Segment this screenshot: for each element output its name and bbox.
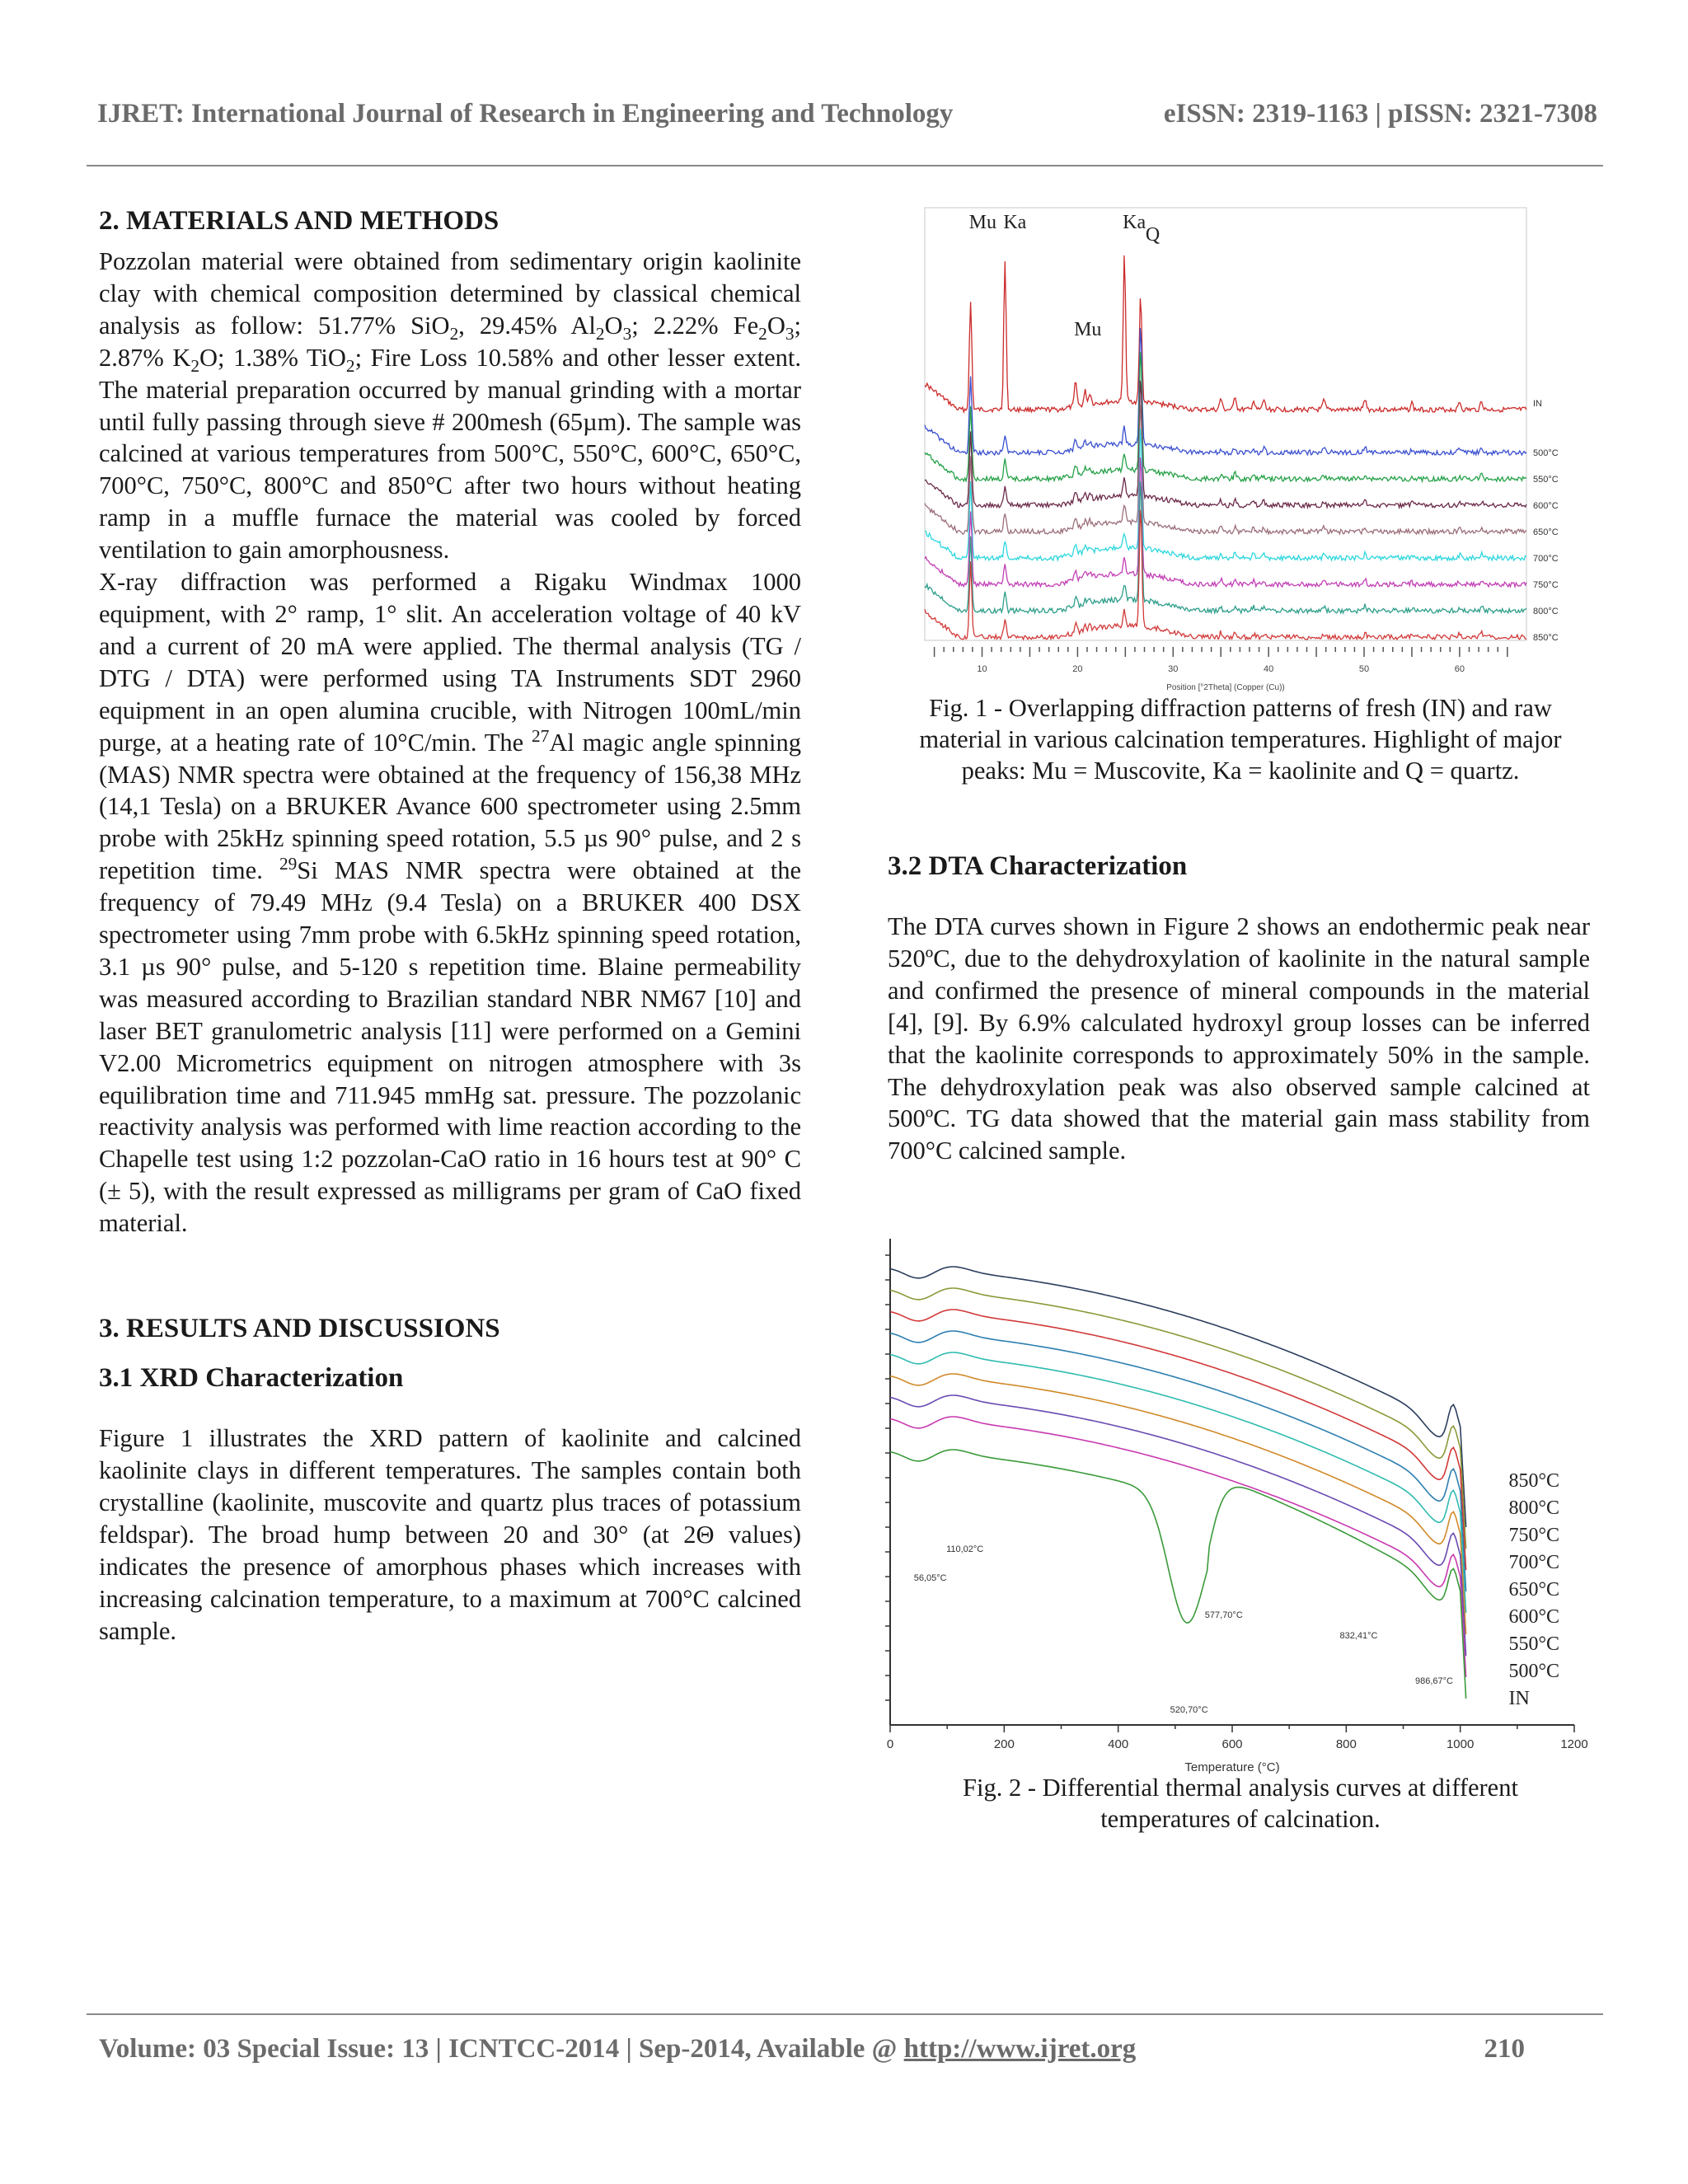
- series-label: 500°C: [1533, 448, 1559, 458]
- section-heading-results: 3. RESULTS AND DISCUSSIONS: [99, 1314, 500, 1344]
- series-label: 800°C: [1508, 1497, 1560, 1519]
- page-number: 210: [1484, 2034, 1525, 2064]
- plot-frame: [925, 208, 1526, 640]
- x-tick-label: 600: [1221, 1737, 1243, 1751]
- series-label: 500°C: [1508, 1661, 1560, 1682]
- x-tick-label: 20: [1072, 664, 1083, 674]
- dta-series-line: [890, 1450, 1466, 1699]
- series-label: 600°C: [1533, 501, 1559, 511]
- series-label: 850°C: [1508, 1470, 1560, 1492]
- section-heading-materials: 2. MATERIALS AND METHODS: [99, 206, 499, 236]
- x-tick-label: 800: [1335, 1737, 1357, 1751]
- header-rule: [87, 165, 1603, 166]
- figure-1-xrd: [917, 204, 1568, 694]
- footer-rule: [87, 2013, 1603, 2015]
- left-column: [99, 204, 801, 1647]
- series-label: 700°C: [1508, 1552, 1560, 1573]
- dta-paragraph: The DTA curves shown in Figure 2 shows an endothermic peak near 520ºC, due to the dehydroxylation of kaolinite in the natural sample and confirmed the presence of mineral compounds in the material [4], [9]. By 6.9% calculated hydroxyl group losses can be inferred that the kaolinite corresponds to approximately 50% in the sample. The dehydroxylation peak was also observed sample calcined at 500ºC. TG data showed that the material gain mass stability from 700°C calcined sample.: [888, 912, 1590, 1165]
- x-tick-label: 30: [1168, 664, 1179, 674]
- x-tick-label: 200: [993, 1737, 1015, 1751]
- peak-label: Mu: [968, 212, 996, 233]
- figure-2-dta: [874, 1235, 1599, 1779]
- subheading-dta: 3.2 DTA Characterization: [888, 851, 1188, 881]
- x-tick-label: 1000: [1446, 1737, 1475, 1751]
- x-tick-label: 40: [1264, 664, 1274, 674]
- x-tick-label: 10: [977, 664, 987, 674]
- x-tick-label: 1200: [1560, 1737, 1588, 1751]
- series-label: 600°C: [1508, 1606, 1560, 1628]
- xrd-series-line: [925, 481, 1526, 613]
- dta-series-line: [890, 1267, 1466, 1527]
- x-tick-label: 0: [886, 1737, 894, 1751]
- peak-label: Ka: [1003, 212, 1027, 233]
- peak-label: Q: [1145, 224, 1160, 246]
- dta-series-line: [890, 1288, 1466, 1549]
- peak-annotation: 56,05°C: [913, 1573, 947, 1583]
- series-label: 850°C: [1533, 633, 1559, 643]
- series-label: 650°C: [1508, 1579, 1560, 1601]
- peak-annotation: 986,67°C: [1414, 1676, 1453, 1686]
- series-label: 650°C: [1533, 527, 1559, 537]
- xrd-paragraph: Figure 1 illustrates the XRD pattern of kaolinite and calcined kaolinite clays in different temperatures. The samples contain both crystalline (kaolinite, muscovite and quartz plus traces of potassium feldspar). The broad hump between 20 and 30° (at 2Θ values) indicates the presence of amorphous phases which increases with increasing calcination temperature, to a maximum at 700°C calcined sample.: [99, 1424, 801, 1645]
- journal-title: IJRET: International Journal of Research in Engineering and Technology: [97, 99, 954, 129]
- xrd-chart: [917, 204, 1568, 694]
- materials-paragraph-1: Pozzolan material were obtained from sedimentary origin kaolinite clay with chemical composition determined by classical chemical analysis as follow: 51.77% SiO$_2$, 29.45% $Al_2O_3$; 2.22% $Fe_2O_3$; 2.87% $K_2O$; 1.38% TiO$_2$; Fire Loss 10.58% and other lesser extent. The material preparation occurred by manual grinding with a mortar until fully passing through sieve # 200mesh (65µm). The sample was calcined at various temperatures from 500°C, 550°C, 600°C, 650°C, 700°C, 750°C, 800°C and 850°C after two hours without heating ramp in a muffle furnace the material was cooled by forced ventilation to gain amorphousness.: [99, 247, 801, 565]
- series-label: 700°C: [1533, 554, 1559, 564]
- materials-paragraph-2: X-ray diffraction was performed a Rigaku Windmax 1000 equipment, with 2° ramp, 1° slit. An acceleration voltage of 40 kV and a current of 20 mA were applied. The thermal analysis (TG / DTG / DTA) were performed using TA Instruments SDT 2960 equipment in an open alumina crucible, with Nitrogen 100mL/min purge, at a heating rate of 10°C/min. The $^{27}$Al magic angle spinning (MAS) NMR spectra were obtained at the frequency of 156,38 MHz (14,1 Tesla) on a BRUKER Avance 600 spectrometer using 2.5mm probe with 25kHz spinning speed rotation, 5.5 µs 90° pulse, and 2 s repetition time. $^{29}$Si MAS NMR spectra were obtained at the frequency of 79.49 MHz (9.4 Tesla) on a BRUKER 400 DSX spectrometer using 7mm probe with 6.5kHz spinning speed rotation, 3.1 µs 90° pulse, and 5-120 s repetition time. Blaine permeability was measured according to Brazilian standard NBR NM67 [10] and laser BET granulometric analysis [11] were performed on a Gemini V2.00 Micrometrics equipment on nitrogen atmosphere with 3s equilibration time and 711.945 mmHg sat. pressure. The pozzolanic reactivity analysis was performed with lime reaction according to the Chapelle test using 1:2 pozzolan-CaO ratio in 16 hours test at 90° C (± 5), with the result expressed as milligrams per gram of CaO fixed material.: [99, 568, 801, 1238]
- journal-link[interactable]: http://www.ijret.org: [903, 2034, 1137, 2064]
- series-label: IN: [1533, 399, 1542, 409]
- series-label: 800°C: [1533, 607, 1559, 616]
- x-tick-label: 400: [1108, 1737, 1129, 1751]
- subheading-xrd: 3.1 XRD Characterization: [99, 1363, 404, 1394]
- x-tick-label: 50: [1358, 664, 1370, 674]
- x-tick-label: 60: [1454, 664, 1465, 674]
- xrd-series-line: [925, 381, 1526, 508]
- dta-chart: [874, 1235, 1599, 1779]
- peak-annotation: 832,41°C: [1339, 1631, 1378, 1641]
- issn: eISSN: 2319-1163 | pISSN: 2321-7308: [1163, 99, 1597, 129]
- dta-series-line: [890, 1310, 1466, 1570]
- peak-label: Mu: [1074, 319, 1102, 340]
- x-axis-label: Position [°2Theta] (Copper (Cu)): [1166, 683, 1285, 692]
- x-axis-label: Temperature (°C): [1184, 1760, 1280, 1774]
- running-footer: [99, 2034, 1525, 2064]
- peak-annotation: 577,70°C: [1204, 1610, 1243, 1620]
- xrd-series-line: [925, 255, 1526, 412]
- series-label: 550°C: [1508, 1633, 1560, 1655]
- series-label: 750°C: [1533, 580, 1559, 590]
- peak-label: Ka: [1123, 212, 1146, 233]
- xrd-series-line: [925, 405, 1526, 534]
- figure-2-caption: Fig. 2 - Differential thermal analysis curves at different temperatures of calcination.: [963, 1774, 1518, 1833]
- running-header: [97, 99, 1597, 129]
- xrd-series-line: [925, 328, 1526, 455]
- right-column-text: [888, 850, 1590, 1167]
- xrd-series-line: [925, 429, 1526, 560]
- footer-text: Volume: 03 Special Issue: 13 | ICNTCC-2014 | Sep-2014, Available @: [99, 2034, 904, 2064]
- xrd-series-line: [925, 352, 1526, 481]
- series-label: IN: [1508, 1688, 1530, 1709]
- peak-annotation: 110,02°C: [946, 1544, 984, 1554]
- figure-1-caption: Fig. 1 - Overlapping diffraction patterns of fresh (IN) and raw material in various calcination temperatures. Highlight of major peaks: Mu = Muscovite, Ka = kaolinite and Q = quartz.: [919, 694, 1562, 785]
- series-label: 750°C: [1508, 1525, 1560, 1546]
- peak-annotation: 520,70°C: [1170, 1705, 1208, 1715]
- series-label: 550°C: [1533, 475, 1559, 485]
